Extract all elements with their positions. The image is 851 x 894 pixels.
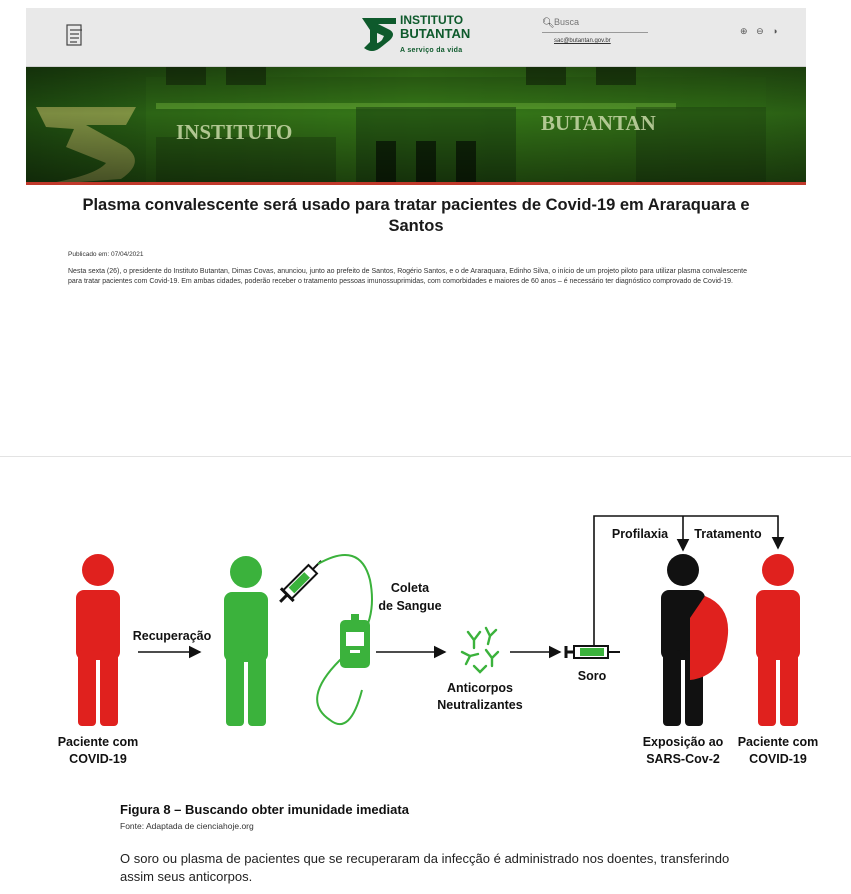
butantan-b-icon bbox=[360, 16, 398, 56]
patient-left-label-2: COVID-19 bbox=[69, 752, 127, 766]
logo-wordmark bbox=[400, 14, 470, 40]
serum-syringe-icon bbox=[566, 646, 620, 658]
butantan-logo[interactable] bbox=[360, 14, 490, 60]
search-box[interactable] bbox=[542, 18, 648, 33]
blood-collection-label-2: de Sangue bbox=[378, 599, 442, 613]
zoom-in-icon[interactable]: ⊕ bbox=[740, 26, 751, 36]
logo-tagline: A serviço da vida bbox=[400, 47, 463, 54]
section-divider bbox=[0, 456, 851, 457]
exposure-label-1: Exposição ao bbox=[642, 735, 724, 749]
sick-patient-figure bbox=[76, 554, 120, 726]
article-body: Nesta sexta (26), o presidente do Instituto Butantan, Dimas Covas, anunciou, junto ao prefeito de Santos, Rogério Santos, e o de Araraquara, Edinho Silva, o início de um projeto piloto para utilizar plasma convalescente para tratar pacientes com Covid-19. Em ambas cidades, poderão receber o tratamento pessoas imunossuprimidas, com comorbidades e maiores de 60 anos – é necessário ter diagnóstico comprovado de Covid-19. bbox=[68, 268, 748, 285]
banner-left-text: INSTITUTO bbox=[176, 120, 293, 144]
menu-icon[interactable] bbox=[66, 24, 84, 46]
recovery-label: Recuperação bbox=[132, 629, 212, 643]
logo-line2: BUTANTAN bbox=[400, 26, 471, 41]
banner-right-text: BUTANTAN bbox=[541, 111, 656, 135]
search-input[interactable] bbox=[554, 17, 646, 27]
figure-caption: O soro ou plasma de pacientes que se recuperaram da infecção é administrado nos doentes, transferindo assim seus anticorpos. bbox=[120, 851, 730, 884]
patient-right-label-2: COVID-19 bbox=[749, 752, 807, 766]
immunity-diagram bbox=[0, 500, 851, 790]
zoom-out-icon[interactable]: ⊖ bbox=[756, 26, 767, 36]
article-title: Plasma convalescente será usado para tratar pacientes de Covid-19 em Araraquara e Santos bbox=[82, 196, 750, 235]
antibodies-icon bbox=[462, 628, 498, 672]
antibodies-label-2: Neutralizantes bbox=[437, 698, 523, 712]
patient-right-label-1: Paciente com bbox=[737, 735, 819, 749]
accessibility-controls bbox=[740, 26, 781, 37]
patient-left-label-1: Paciente com bbox=[57, 735, 139, 749]
banner-red-line bbox=[26, 182, 806, 185]
exposed-person-figure bbox=[661, 554, 728, 726]
banner-image bbox=[26, 67, 806, 183]
website-screenshot bbox=[26, 8, 806, 320]
serum-label: Soro bbox=[577, 669, 607, 683]
figure-source: Fonte: Adaptada de cienciahoje.org bbox=[120, 821, 254, 831]
prophylaxis-label: Profilaxia bbox=[611, 527, 669, 541]
publish-date: Publicado em: 07/04/2021 bbox=[68, 251, 144, 258]
antibodies-label-1: Anticorpos bbox=[447, 681, 513, 695]
search-icon[interactable]: 🔍︎ bbox=[542, 18, 555, 29]
covid-patient-figure bbox=[756, 554, 800, 726]
blood-bag-icon bbox=[340, 614, 370, 668]
treatment-label: Tratamento bbox=[694, 527, 762, 541]
hero-banner bbox=[26, 67, 806, 183]
figure-title: Figura 8 – Buscando obter imunidade imediata bbox=[120, 802, 409, 817]
blood-collection-label-1: Coleta bbox=[390, 581, 430, 595]
contrast-icon[interactable]: ◑ bbox=[772, 26, 781, 36]
site-header bbox=[26, 8, 806, 67]
exposure-label-2: SARS-Cov-2 bbox=[646, 752, 720, 766]
recovered-patient-figure bbox=[224, 556, 268, 726]
logo-line1: INSTITUTO bbox=[400, 13, 464, 27]
contact-email-link[interactable]: sac@butantan.gov.br bbox=[554, 38, 611, 44]
